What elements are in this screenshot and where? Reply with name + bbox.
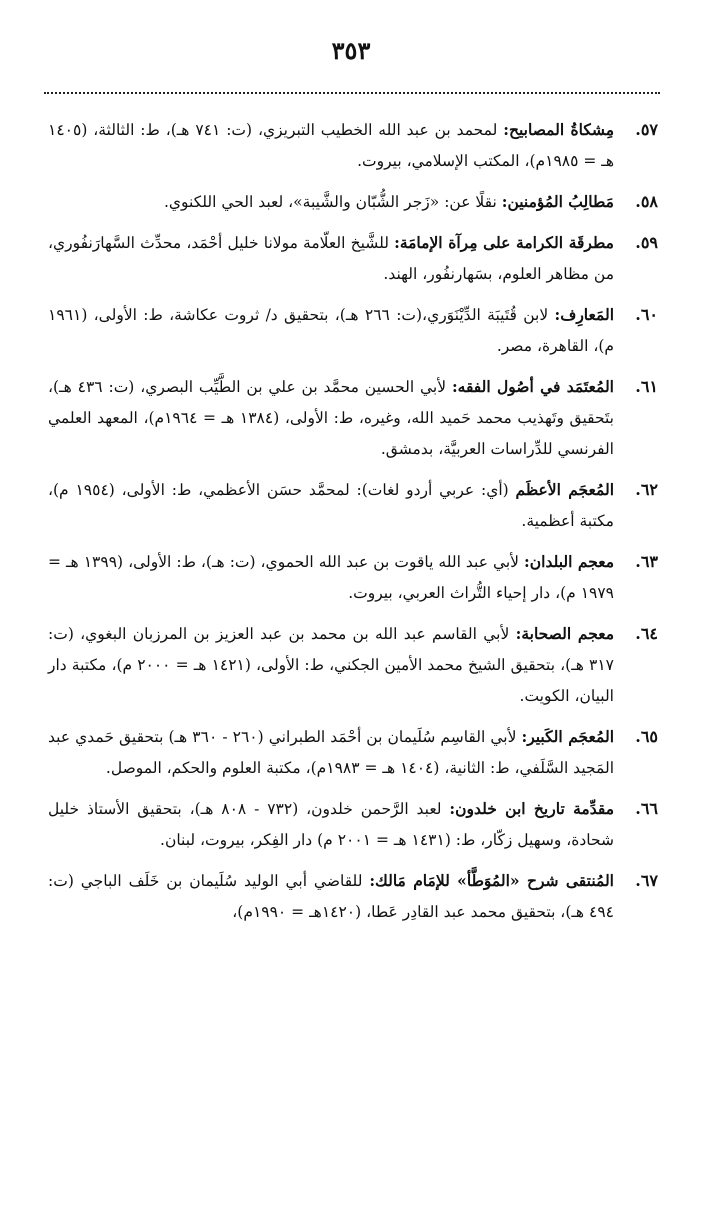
entry-title: المُعتَمَد في أصُول الفقه: bbox=[451, 377, 614, 396]
entry-number: ٦٥. bbox=[635, 727, 658, 746]
entry-title: معجم الصحابة: bbox=[515, 624, 614, 643]
entry-title: مطرقَة الكرامة على مِرآة الإمامَة: bbox=[394, 233, 614, 252]
entry-details: لابن قُتَيبَة الدِّيْنَوَري،(ت: ٢٦٦ هـ)، بتحقيق د/ ثروت عكاشة، ط: الأولى، (١٩٦١ م)، القاهرة، مصر. bbox=[48, 306, 614, 355]
entry-text bbox=[48, 721, 614, 784]
entry-text bbox=[48, 186, 614, 218]
entry-number: ٦٤. bbox=[635, 624, 658, 643]
bibliography-entry bbox=[48, 114, 658, 177]
entry-number: ٥٨. bbox=[635, 192, 658, 211]
entry-title: المُنتقى شرح «المُوَطَّأ» للإمَام مَالك: bbox=[369, 871, 614, 890]
entry-text bbox=[48, 114, 614, 177]
entry-details: لأبي القاسِم سُلَيمان بن أحْمَد الطبراني (٢٦٠ - ٣٦٠ هـ) بتحقيق حَمدي عبد المَجيد السَّلَفي، ط: الثانية، (١٤٠٤ هـ = ١٩٨٣م)، مكتبة العلوم والحكم، الموصل. bbox=[48, 728, 614, 777]
entry-text bbox=[48, 299, 614, 362]
entry-details: للشَّيخ العلّامة مولانا خليل أحْمَد، محدِّث السَّهارَنفُوري، من مظاهر العلوم، بسَهارنفُور، الهند. bbox=[48, 234, 614, 283]
entry-title: المُعجَم الأعظَم bbox=[515, 480, 614, 499]
entry-text bbox=[48, 793, 614, 856]
entry-details: لمحمد بن عبد الله الخطيب التبريزي، (ت: ٧٤١ هـ)، ط: الثالثة، (١٤٠٥ هـ = ١٩٨٥م)، المكتب الإسلامي، بيروت. bbox=[48, 121, 614, 170]
entry-details: لأبي عبد الله ياقوت بن عبد الله الحموي، (ت: هـ)، ط: الأولى، (١٣٩٩ هـ = ١٩٧٩ م)، دار إحياء التُّراث العربي، بيروت. bbox=[48, 553, 614, 602]
entry-text bbox=[48, 546, 614, 609]
entry-number: ٦١. bbox=[635, 377, 658, 396]
entry-number: ٦٣. bbox=[635, 552, 658, 571]
entry-title: معجم البلدان: bbox=[524, 552, 614, 571]
entry-number: ٦٦. bbox=[635, 799, 658, 818]
entry-text bbox=[48, 865, 614, 928]
bibliography-entry bbox=[48, 865, 658, 928]
entry-text bbox=[48, 227, 614, 290]
bibliography-entry bbox=[48, 546, 658, 609]
bibliography-entry bbox=[48, 721, 658, 784]
bibliography-entry bbox=[48, 371, 658, 465]
bibliography-entry bbox=[48, 227, 658, 290]
entry-text bbox=[48, 474, 614, 537]
bibliography-entry bbox=[48, 474, 658, 537]
bibliography-entry bbox=[48, 793, 658, 856]
entry-details: نقلًا عن: «زَجر الشُّبّان والشَّيبة»، لعبد الحي اللكنوي. bbox=[163, 193, 502, 211]
entry-text bbox=[48, 618, 614, 712]
page-number: ٣٥٣ bbox=[331, 36, 371, 65]
entry-details: لعبد الرَّحمن خلدون، (٧٣٢ - ٨٠٨ هـ)، بتحقيق الأستاذ خليل شحادة، وسهيل زكّار، ط: (١٤٣١ هـ = ٢٠٠١ م) دار الفِكر، بيروت، لبنان. bbox=[48, 800, 614, 849]
bibliography-entry bbox=[48, 299, 658, 362]
entry-details: لأبي القاسم عبد الله بن محمد بن عبد العزيز بن المرزبان البغوي، (ت: ٣١٧ هـ)، بتحقيق الشيخ محمد الأمين الجكني، ط: الأولى، (١٤٢١ هـ = ٢٠٠٠ م)، مكتبة دار البيان، الكويت. bbox=[48, 625, 615, 705]
entry-title: مِشكاةُ المصابيح: bbox=[503, 120, 615, 139]
entry-number: ٥٩. bbox=[635, 233, 658, 252]
bibliography-entry bbox=[48, 618, 658, 712]
entry-details: لأبي الحسين محمَّد بن علي بن الطَّيِّب البصري، (ت: ٤٣٦ هـ)، بتَحقيق وتَهذيب محمد حَميد الله، وغيره، ط: الأولى، (١٣٨٤ هـ = ١٩٦٤م)، المعهد العلمي الفرنسي للدِّراسات العربيَّة، بدمشق. bbox=[48, 378, 614, 458]
entry-details: للقاضي أبي الوليد سُلَيمان بن خَلَف الباجي (ت: ٤٩٤ هـ)، بتحقيق محمد عبد القادِر عَطا، (١٤٢٠هـ = ١٩٩٠م)، bbox=[48, 872, 614, 921]
entry-title: مقدِّمة تاريخ ابن خلدون: bbox=[449, 799, 614, 818]
entry-title: مَطالِبُ المُؤمنين: bbox=[501, 192, 614, 211]
bibliography-list bbox=[48, 114, 658, 937]
entry-text bbox=[48, 371, 614, 465]
entry-title: المُعجَم الكَبير: bbox=[521, 727, 614, 746]
entry-number: ٦٠. bbox=[635, 305, 658, 324]
entry-number: ٥٧. bbox=[635, 120, 658, 139]
entry-number: ٦٢. bbox=[635, 480, 658, 499]
entry-title: المَعارِف: bbox=[554, 305, 614, 324]
entry-details: (أي: عربي أردو لغات): لمحمَّد حسَن الأعظمي، ط: الأولى، (١٩٥٤ م)، مكتبة أعظمية. bbox=[48, 481, 614, 530]
bibliography-entry bbox=[48, 186, 658, 218]
entry-number: ٦٧. bbox=[635, 871, 658, 890]
header-divider bbox=[44, 92, 660, 94]
